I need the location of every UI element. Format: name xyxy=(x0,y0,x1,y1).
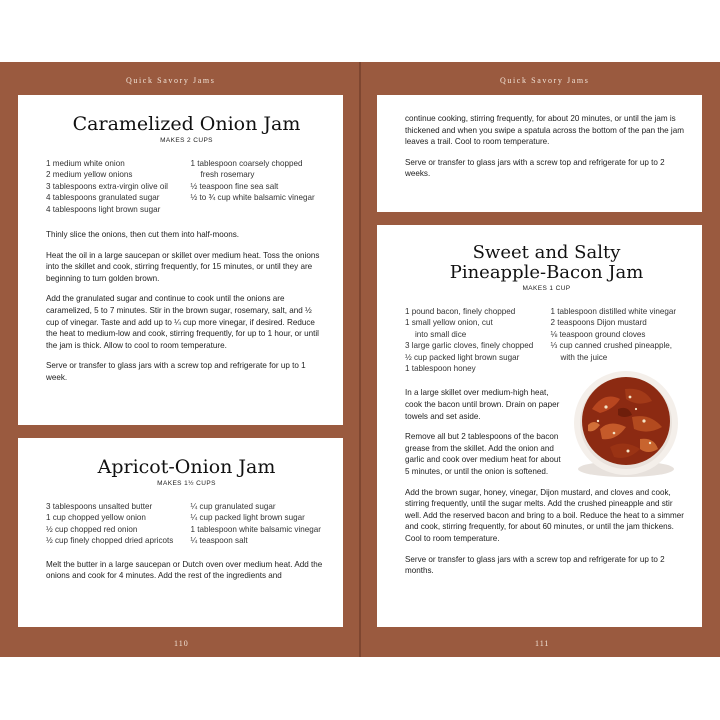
recipe-steps xyxy=(46,559,327,582)
recipe-title-line: Pineapple-Bacon Jam xyxy=(449,262,644,283)
ingredient: 1 tablespoon coarsely chopped xyxy=(190,159,303,168)
recipe-step: Serve or transfer to glass jars with a screw top and refrigerate for up to 2 weeks. xyxy=(405,157,665,179)
ingredient-column-right xyxy=(191,501,328,547)
ingredient-column-left xyxy=(405,306,543,374)
ingredient: ¼ teaspoon salt xyxy=(190,536,248,546)
recipe-title: Apricot-Onion Jam xyxy=(97,456,276,478)
recipe-step: Serve or transfer to glass jars with a screw top and refrigerate for up to 1 week. xyxy=(46,361,306,382)
ingredient: with the juice xyxy=(560,352,608,362)
apricot-onion-jam-card xyxy=(18,438,343,627)
recipe-steps-wide xyxy=(405,487,688,577)
ingredient: ½ cup packed light brown sugar xyxy=(405,352,520,362)
ingredient: 1 cup chopped yellow onion xyxy=(46,513,146,523)
ingredient-column-right xyxy=(191,158,328,215)
ingredient: ½ teaspoon fine sea salt xyxy=(190,181,279,191)
recipe-step: continue cooking, stirring frequently, for about 20 minutes, or until the jam is thickened and when you swipe a spatula across the bottom of the pan the jam leaves a trail. Cool to room temperature. xyxy=(405,114,684,147)
ingredient-list xyxy=(405,306,688,374)
ingredient: ½ to ¾ cup white balsamic vinegar xyxy=(190,193,315,203)
recipe-step: In a large skillet over medium-high heat, cook the bacon until brown. Drain on paper towels and set aside. xyxy=(405,388,560,421)
ingredient-column-right xyxy=(551,306,689,374)
ingredient: 1 medium white onion xyxy=(46,159,125,168)
ingredient: fresh rosemary xyxy=(200,170,255,180)
book-spread xyxy=(0,62,720,657)
ingredient: ¼ cup granulated sugar xyxy=(190,502,276,511)
recipe-title: Caramelized Onion Jam xyxy=(72,113,301,135)
ingredient: 3 large garlic cloves, finely chopped xyxy=(405,341,534,351)
ingredient-list xyxy=(46,158,327,215)
left-page-number: 110 xyxy=(174,639,189,648)
ingredient: into small dice xyxy=(415,329,467,339)
pineapple-bacon-jam-card xyxy=(377,225,702,627)
recipe-title-line: Sweet and Salty xyxy=(472,242,621,263)
recipe-steps-narrow xyxy=(405,387,565,477)
left-running-head: Quick Savory Jams xyxy=(126,76,216,85)
ingredient: ½ cup chopped red onion xyxy=(46,524,138,534)
ingredient: 1 tablespoon honey xyxy=(405,364,476,374)
right-page-number: 111 xyxy=(535,639,550,648)
book-spine xyxy=(359,62,361,657)
ingredient: 2 teaspoons Dijon mustard xyxy=(550,318,647,328)
ingredient: 1 tablespoon distilled white vinegar xyxy=(550,307,677,316)
recipe-step: Thinly slice the onions, then cut them into half-moons. xyxy=(46,230,240,240)
right-running-head: Quick Savory Jams xyxy=(500,76,590,85)
ingredient: 1 pound bacon, finely chopped xyxy=(405,307,516,316)
ingredient: 4 tablespoons light brown sugar xyxy=(46,204,161,214)
ingredient-column-left xyxy=(46,501,183,547)
apricot-continued-card xyxy=(377,95,702,212)
ingredient: 3 tablespoons unsalted butter xyxy=(46,502,153,511)
recipe-title xyxy=(405,243,688,283)
recipe-step: Melt the butter in a large saucepan or Dutch oven over medium heat. Add the onions and cook for 4 minutes. Add the rest of the ingredients and xyxy=(46,559,323,581)
ingredient-list xyxy=(46,501,327,547)
ingredient: 4 tablespoons granulated sugar xyxy=(46,193,160,203)
ingredient: 1 small yellow onion, cut xyxy=(405,318,493,328)
ingredient: ½ cup finely chopped dried apricots xyxy=(46,536,174,546)
recipe-step: Add the brown sugar, honey, vinegar, Dijon mustard, and cloves and cook, stirring frequently, until the sugar melts. Add the crushed pineapple and stir well. Add the reserved bacon and bring to a boil. Reduce the heat to a simmer and cook, stirring frequently, for about 60 minutes, or until the jam thickens. Cool to room temperature. xyxy=(405,487,684,543)
ingredient: 2 medium yellow onions xyxy=(46,170,133,180)
recipe-yield: MAKES 1½ CUPS xyxy=(157,480,216,487)
recipe-yield: MAKES 2 CUPS xyxy=(160,137,213,144)
recipe-steps xyxy=(46,229,327,384)
bacon-jam-bowl-photo xyxy=(570,369,682,481)
recipe-yield: MAKES 1 CUP xyxy=(522,285,571,292)
recipe-step: Serve or transfer to glass jars with a screw top and refrigerate for up to 2 months. xyxy=(405,554,665,576)
recipe-step: Heat the oil in a large saucepan or skillet over medium heat. Toss the onions into the skillet and cook, stirring frequently, for 15 minutes, or until they are beginning to turn golden brown. xyxy=(46,250,320,283)
ingredient-column-left xyxy=(46,158,183,215)
ingredient: 3 tablespoons extra-virgin olive oil xyxy=(46,181,168,191)
recipe-step: Add the granulated sugar and continue to cook until the onions are caramelized, 5 to 7 minutes. Stir in the brown sugar, rosemary, salt, and ½ cup of vinegar. Taste and add up to ¼ cup more vinegar, if desired. Reduce the heat to medium-low and cook, stirring frequently, for up to 1 hour, or until the jam is thick. Allow to cool to room temperature. xyxy=(46,294,319,350)
ingredient: 1 tablespoon white balsamic vinegar xyxy=(190,524,321,534)
recipe-step: Remove all but 2 tablespoons of the bacon grease from the skillet. Add the onion and garlic and cook over medium heat for about 5 minutes, or until the onion is softened. xyxy=(405,432,561,476)
ingredient: ¼ cup packed light brown sugar xyxy=(190,513,305,523)
caramelized-onion-jam-card xyxy=(18,95,343,425)
ingredient: ⅓ cup canned crushed pineapple, xyxy=(550,341,672,351)
ingredient: ⅛ teaspoon ground cloves xyxy=(550,329,646,339)
